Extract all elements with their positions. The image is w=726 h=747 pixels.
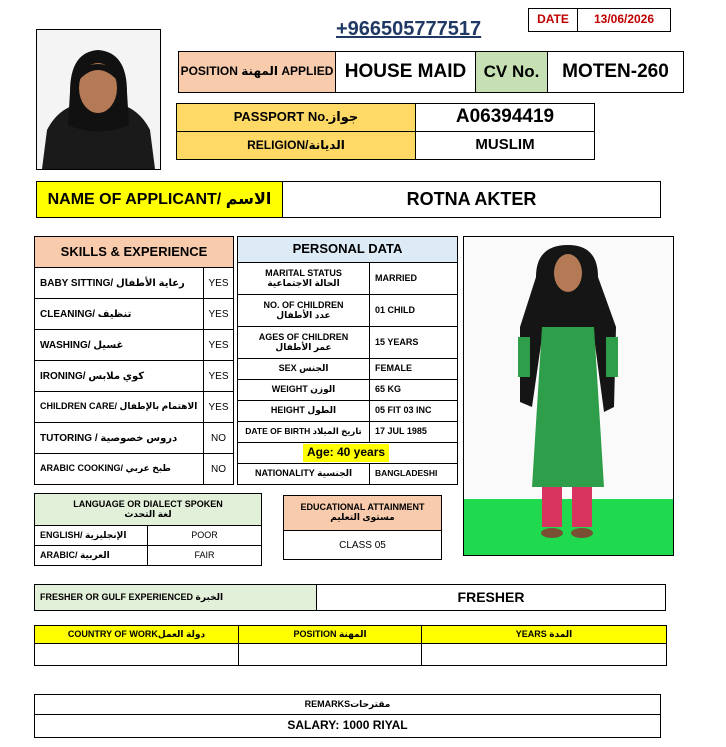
experience-country-cell xyxy=(34,643,239,666)
sex-label: SEX الجنس xyxy=(237,358,370,380)
experience-value: FRESHER xyxy=(316,584,666,611)
children-label-en: NO. OF CHILDREN xyxy=(263,299,344,310)
education-title-ar: مستوى التعليم xyxy=(330,512,395,522)
date-label: DATE xyxy=(528,8,578,32)
skill-value: YES xyxy=(203,329,234,361)
language-title-ar: لغة التحدث xyxy=(124,508,172,519)
skill-label: ARABIC COOKING/ طبخ عربي xyxy=(34,453,204,485)
passport-label: PASSPORT No.جواز xyxy=(176,103,416,132)
language-label: ARABIC/ العربية xyxy=(34,545,148,566)
experience-position-cell xyxy=(238,643,422,666)
applicant-full-photo xyxy=(463,236,674,556)
col-country-header: COUNTRY OF WORKدولة العمل xyxy=(34,625,239,644)
ages-label xyxy=(237,326,370,359)
applicant-headshot xyxy=(36,29,161,170)
religion-value: MUSLIM xyxy=(415,131,595,160)
language-title-en: LANGUAGE OR DIALECT SPOKEN xyxy=(73,498,223,509)
nationality-value: BANGLADESHI xyxy=(369,463,458,485)
position-value: HOUSE MAID xyxy=(335,51,476,93)
cv-value: MOTEN-260 xyxy=(547,51,684,93)
skill-value: YES xyxy=(203,391,234,423)
skill-label: CHILDREN CARE/ الاهتمام بالإطفال xyxy=(34,391,204,423)
marital-value: MARRIED xyxy=(369,262,458,295)
col-position-header: POSITION المهنة xyxy=(238,625,422,644)
language-value: POOR xyxy=(147,525,262,546)
children-label-ar: عدد الأطفال xyxy=(276,309,331,320)
language-title xyxy=(34,493,262,526)
dob-value: 17 JUL 1985 xyxy=(369,421,458,443)
remarks-label: REMARKSمقترحات xyxy=(34,694,661,715)
skill-label: IRONING/ كوي ملابس xyxy=(34,360,204,392)
age-text: Age: 40 years xyxy=(303,444,389,462)
marital-label xyxy=(237,262,370,295)
skill-value: NO xyxy=(203,422,234,454)
nationality-label: NATIONALITY الجنسية xyxy=(237,463,370,485)
education-value: CLASS 05 xyxy=(283,530,442,560)
remarks-value: SALARY: 1000 RIYAL xyxy=(34,714,661,738)
skill-value: YES xyxy=(203,360,234,392)
passport-value: A06394419 xyxy=(415,103,595,132)
language-value: FAIR xyxy=(147,545,262,566)
height-label: HEIGHT الطول xyxy=(237,400,370,422)
col-years-header: YEARS المدة xyxy=(421,625,667,644)
skill-label: BABY SITTING/ رعاية الأطفال xyxy=(34,267,204,299)
skills-title: SKILLS & EXPERIENCE xyxy=(34,236,234,268)
sex-value: FEMALE xyxy=(369,358,458,380)
height-value: 05 FIT 03 INC xyxy=(369,400,458,422)
full-body-portrait-icon xyxy=(464,237,673,555)
skill-label: TUTORING / دروس خصوصية xyxy=(34,422,204,454)
children-value: 01 CHILD xyxy=(369,294,458,327)
weight-label: WEIGHT الوزن xyxy=(237,379,370,401)
date-value: 13/06/2026 xyxy=(577,8,671,32)
education-title-en: EDUCATIONAL ATTAINMENT xyxy=(300,502,425,513)
skill-value: YES xyxy=(203,298,234,330)
headshot-portrait-icon xyxy=(37,30,160,169)
experience-label: FRESHER OR GULF EXPERIENCED الخبرة xyxy=(34,584,317,611)
marital-label-en: MARITAL STATUS xyxy=(265,267,342,278)
personal-title: PERSONAL DATA xyxy=(237,236,458,263)
position-label: POSITION المهنة APPLIED xyxy=(178,51,336,93)
children-label xyxy=(237,294,370,327)
education-title xyxy=(283,495,442,531)
skill-value: NO xyxy=(203,453,234,485)
weight-value: 65 KG xyxy=(369,379,458,401)
skill-value: YES xyxy=(203,267,234,299)
applicant-name-label: NAME OF APPLICANT/ الاسم xyxy=(36,181,283,218)
dob-label: DATE OF BIRTH تاريخ الميلاد xyxy=(237,421,370,443)
phone-number: +966505777517 xyxy=(336,18,482,40)
cv-label: CV No. xyxy=(475,51,548,93)
ages-value: 15 YEARS xyxy=(369,326,458,359)
skill-label: CLEANING/ تنظيف xyxy=(34,298,204,330)
ages-label-ar: عمر الأطفال xyxy=(275,341,332,352)
ages-label-en: AGES OF CHILDREN xyxy=(258,331,349,342)
religion-label: RELIGION/الديانة xyxy=(176,131,416,160)
applicant-name-value: ROTNA AKTER xyxy=(282,181,661,218)
language-label: ENGLISH/ الإنجليزية xyxy=(34,525,148,546)
skill-label: WASHING/ غسيل xyxy=(34,329,204,361)
experience-years-cell xyxy=(421,643,667,666)
marital-label-ar: الحالة الاجتماعية xyxy=(267,277,340,288)
